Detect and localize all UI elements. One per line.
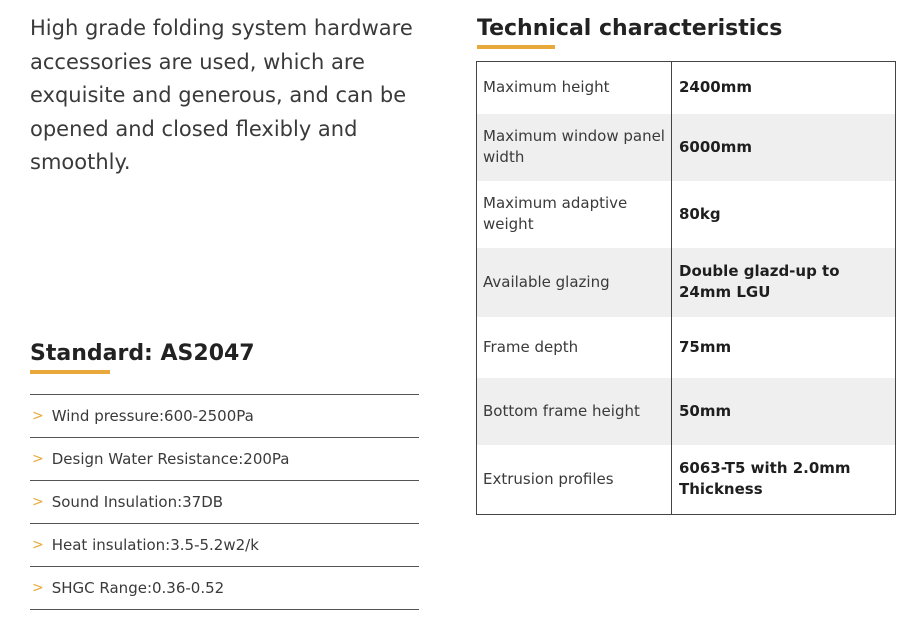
- row-value: 50mm: [672, 378, 896, 445]
- row-value: 6063-T5 with 2.0mm Thickness: [679, 459, 851, 499]
- chevron-right-icon: >: [32, 537, 44, 553]
- row-label: Maximum height: [477, 62, 672, 114]
- row-label: Frame depth: [477, 317, 672, 378]
- chevron-right-icon: >: [32, 408, 44, 424]
- standard-title-underline: [30, 370, 110, 374]
- standard-item-wind-pressure: [30, 395, 419, 438]
- standard-item-water-resistance: [30, 438, 419, 481]
- technical-table: [476, 61, 896, 515]
- table-row: [477, 181, 896, 248]
- chevron-right-icon: >: [32, 580, 44, 596]
- standard-item-label: Heat insulation:3.5-5.2w2/k: [51, 536, 259, 554]
- table-row: [477, 317, 896, 378]
- table-row: [477, 62, 896, 114]
- row-label: Extrusion profiles: [477, 445, 672, 515]
- row-value: 75mm: [679, 337, 732, 356]
- technical-title: Technical characteristics: [477, 16, 783, 41]
- standard-item-shgc-range: [30, 567, 419, 610]
- table-row: [477, 445, 896, 515]
- table-row: [477, 378, 896, 445]
- standard-item-label: Wind pressure:600-2500Pa: [51, 407, 254, 425]
- standard-title: Standard: AS2047: [30, 341, 255, 366]
- chevron-right-icon: >: [32, 451, 44, 467]
- row-label: Maximum window panel width: [477, 114, 672, 181]
- table-row: [477, 114, 896, 181]
- intro-paragraph: High grade folding system hardware accessories are used, which are exquisite and generous, and can be opened and closed flexibly and smoothly.: [30, 16, 413, 174]
- table-row: [477, 248, 896, 317]
- standard-item-label: Sound Insulation:37DB: [51, 493, 224, 511]
- standard-list: [30, 394, 419, 610]
- row-value: Double glazd-up to 24mm LGU: [672, 248, 896, 317]
- row-value: 2400mm: [679, 78, 753, 97]
- row-value: 6000mm: [672, 114, 896, 181]
- standard-item-heat-insulation: [30, 524, 419, 567]
- row-value: 80kg: [679, 204, 721, 223]
- standard-item-label: Design Water Resistance:200Pa: [51, 450, 290, 468]
- standard-item-sound-insulation: [30, 481, 419, 524]
- chevron-right-icon: >: [32, 494, 44, 510]
- technical-title-underline: [477, 45, 555, 49]
- row-label: Bottom frame height: [477, 378, 672, 445]
- standard-item-label: SHGC Range:0.36-0.52: [51, 579, 225, 597]
- row-label: Available glazing: [477, 248, 672, 317]
- row-label: Maximum adaptive weight: [477, 181, 672, 248]
